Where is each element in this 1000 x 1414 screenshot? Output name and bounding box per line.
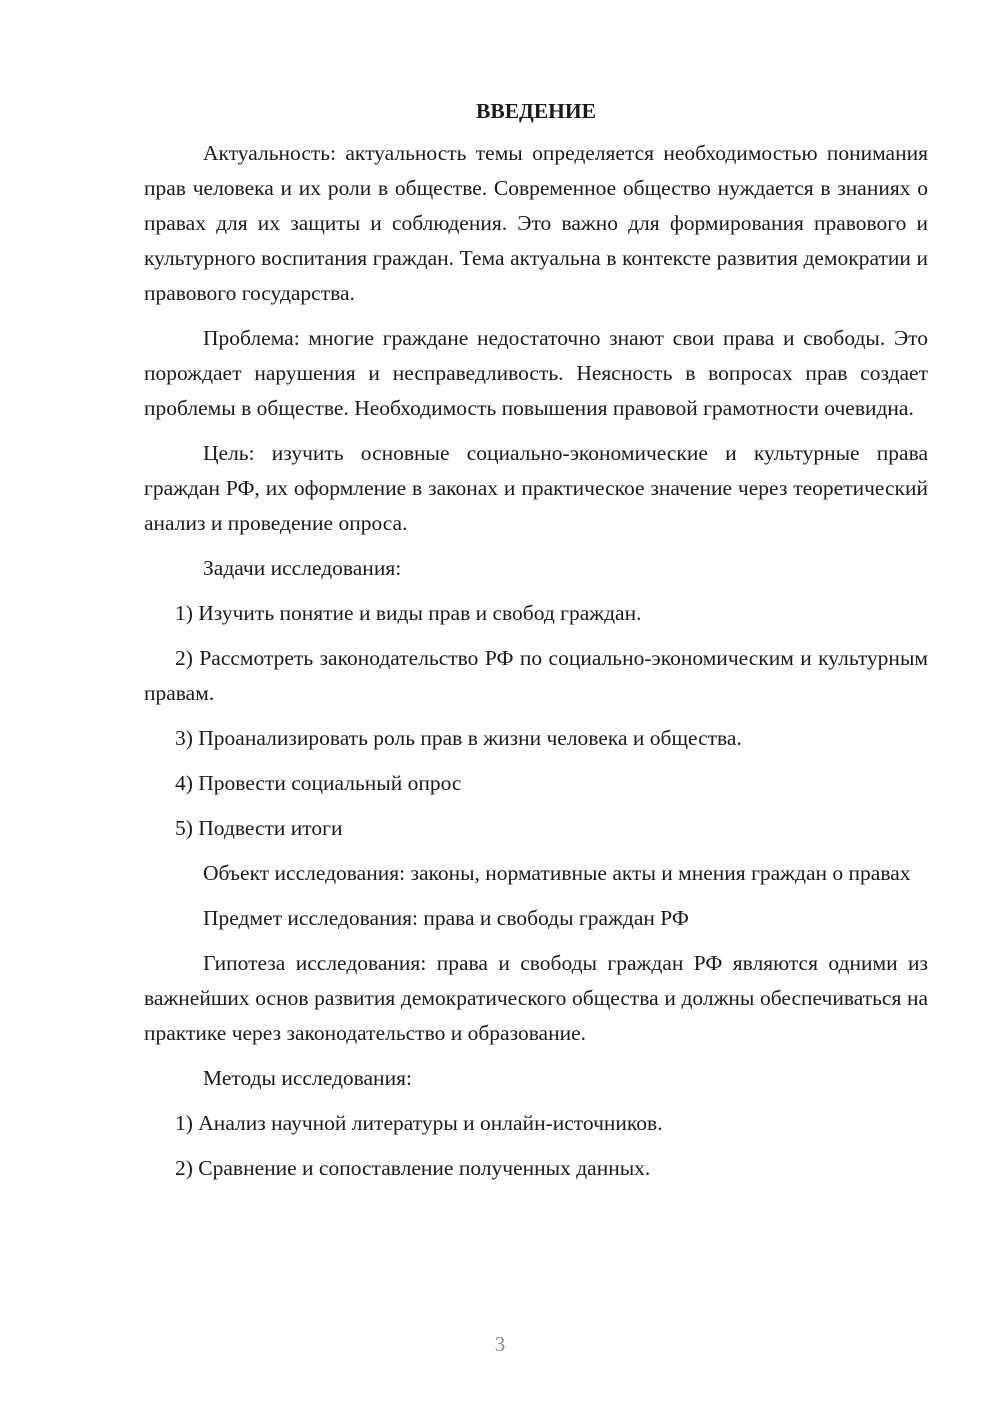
object-paragraph: Объект исследования: законы, нормативные акты и мнения граждан о правах	[203, 861, 911, 885]
subject-paragraph: Предмет исследования: права и свободы граждан РФ	[203, 906, 689, 930]
page-number: 3	[494, 1332, 506, 1356]
method-item: 2) Сравнение и сопоставление полученных данных.	[175, 1156, 651, 1180]
section-title: ВВЕДЕНИЕ	[476, 99, 596, 123]
document-page	[144, 96, 928, 1196]
task-item: 3) Проанализировать роль прав в жизни человека и общества.	[175, 726, 742, 750]
actuality-paragraph: Актуальность: актуальность темы определяется необходимостью понимания прав человека и их роли в обществе. Современное общество нуждается в знаниях о правах для их защиты и соблюдения. Это важно для формирования правового и культурного воспитания граждан. Тема актуальна в контексте развития демократии и правового государства.	[144, 141, 928, 305]
problem-paragraph: Проблема: многие граждане недостаточно знают свои права и свободы. Это порождает нарушения и несправедливость. Неясность в вопросах прав создает проблемы в обществе. Необходимость повышения правовой грамотности очевидна.	[144, 326, 928, 420]
task-item: 1) Изучить понятие и виды прав и свобод граждан.	[175, 601, 642, 625]
task-item: 2) Рассмотреть законодательство РФ по социально-экономическим и культурным правам.	[144, 646, 928, 705]
hypothesis-paragraph: Гипотеза исследования: права и свободы граждан РФ являются одними из важнейших основ развития демократического общества и должны обеспечиваться на практике через законодательство и образование.	[144, 951, 928, 1045]
methods-heading: Методы исследования:	[203, 1066, 412, 1090]
tasks-heading: Задачи исследования:	[203, 556, 402, 580]
goal-paragraph: Цель: изучить основные социально-экономические и культурные права граждан РФ, их оформление в законах и практическое значение через теоретический анализ и проведение опроса.	[144, 441, 928, 535]
method-item: 1) Анализ научной литературы и онлайн-источников.	[175, 1111, 663, 1135]
task-item: 5) Подвести итоги	[175, 816, 343, 840]
task-item: 4) Провести социальный опрос	[175, 771, 462, 795]
